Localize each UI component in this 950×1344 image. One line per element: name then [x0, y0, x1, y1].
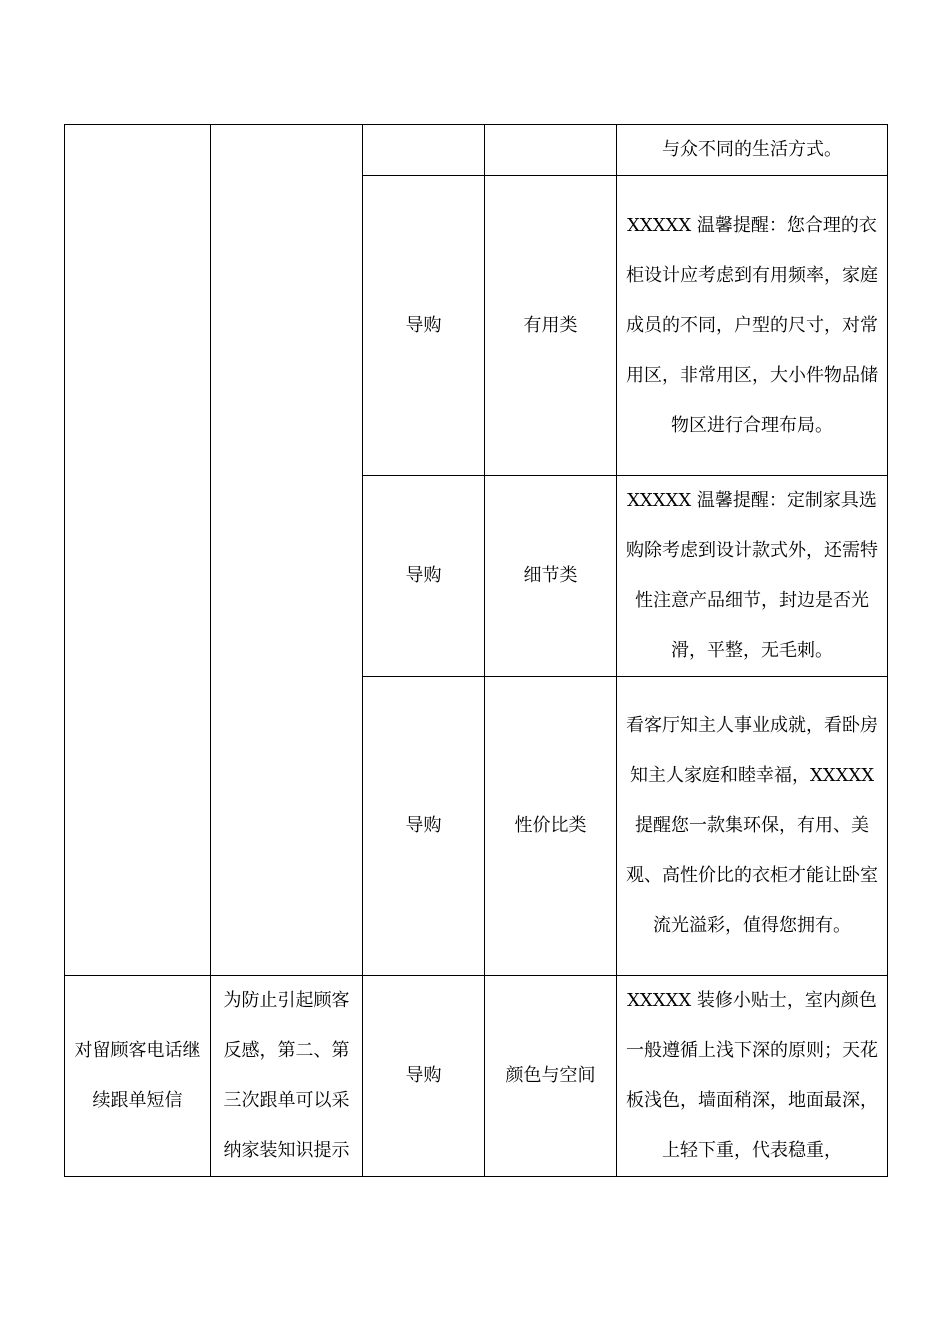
table-cell-role: 导购: [363, 476, 485, 677]
table-cell-message: XXXXX 温馨提醒：您合理的衣柜设计应考虑到有用频率，家庭成员的不同，户型的尺寸，对常用区，非常用区，大小件物品储物区进行合理布局。: [617, 176, 888, 476]
table-cell-category: 性价比类: [485, 677, 617, 976]
table-cell-message: 看客厅知主人事业成就，看卧房知主人家庭和睦幸福，XXXXX 提醒您一款集环保，有用、美观、高性价比的衣柜才能让卧室流光溢彩，值得您拥有。: [617, 677, 888, 976]
table-cell-note: 为防止引起顾客反感，第二、第三次跟单可以采纳家装知识提示: [211, 976, 363, 1177]
table-cell-role: 导购: [363, 176, 485, 476]
table-row: [65, 125, 888, 176]
table-cell-message: XXXXX 装修小贴士，室内颜色一般遵循上浅下深的原则；天花板浅色，墙面稍深，地面最深，上轻下重，代表稳重，: [617, 976, 888, 1177]
table-row: [65, 976, 888, 1177]
table-cell-empty: [211, 125, 363, 976]
table-cell-empty: [65, 125, 211, 976]
content-table: [64, 124, 888, 1177]
table-cell-category: [485, 125, 617, 176]
table-cell-message: XXXXX 温馨提醒：定制家具选购除考虑到设计款式外，还需特性注意产品细节，封边是否光滑，平整，无毛刺。: [617, 476, 888, 677]
table-cell-category: 细节类: [485, 476, 617, 677]
table-cell-purpose: 对留顾客电话继续跟单短信: [65, 976, 211, 1177]
table-cell-role: [363, 125, 485, 176]
table-cell-message: 与众不同的生活方式。: [617, 125, 888, 176]
table-cell-category: 有用类: [485, 176, 617, 476]
table-cell-category: 颜色与空间: [485, 976, 617, 1177]
table-cell-role: 导购: [363, 677, 485, 976]
table-cell-role: 导购: [363, 976, 485, 1177]
